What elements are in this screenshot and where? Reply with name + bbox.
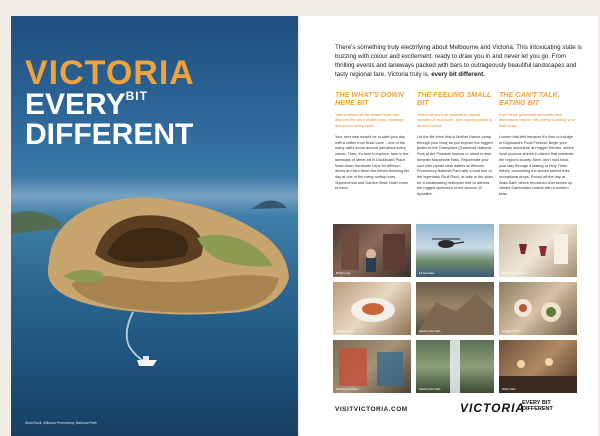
photo-tile bbox=[416, 224, 494, 277]
cover-photo-page bbox=[11, 16, 298, 436]
photo-caption: Wabi-Sabi bbox=[502, 387, 516, 391]
photo-dish-icon bbox=[333, 282, 411, 335]
photo-caption: Mackenzie Falls bbox=[419, 387, 441, 391]
column-body: Let the life force that is Mother Nature pump through your body as you explore the rugged peaks of the Grampians (Gariwerd) National Park at the Pinnacle lookout or stand in awe beneath Mackenzie Falls. Rejuvenate your soul with crystal clear waters at Wilsons Promontory National Park with a boat tour of the legendary Skull Rock, or take to the skies for a breathtaking helicopter ride to witness the rugged splendour of the famous 12 Apostles. bbox=[417, 135, 493, 196]
hero-title bbox=[25, 56, 195, 150]
title-bit: BIT bbox=[125, 89, 148, 103]
photo-grid bbox=[333, 224, 578, 396]
photo-caption: Brick Lane bbox=[336, 271, 351, 275]
column-cant-talk-eating bbox=[499, 91, 575, 198]
photo-tile bbox=[499, 282, 577, 335]
tagline-logo bbox=[522, 401, 553, 413]
article-page bbox=[300, 16, 598, 436]
tagline-line2: DIFFERENT bbox=[522, 405, 553, 412]
photo-caption: Mackenzie Falls bbox=[419, 329, 441, 333]
intro-emphasis: every bit different. bbox=[431, 70, 485, 78]
photo-laneway-icon bbox=[333, 224, 411, 277]
photo-tile bbox=[416, 340, 494, 393]
intro-paragraph bbox=[335, 44, 585, 80]
title-different: DIFFERENT bbox=[25, 118, 194, 151]
title-every bbox=[25, 90, 195, 120]
photo-helicopter-icon bbox=[416, 224, 494, 277]
photo-tile bbox=[499, 340, 577, 393]
column-whats-down-here bbox=[335, 91, 411, 192]
photo-waterfall-icon bbox=[416, 340, 494, 393]
victoria-logo: VICTORIA bbox=[460, 401, 526, 415]
title-every-word: EVERY bbox=[25, 88, 126, 121]
photo-caption: Skull Rock, Wilsons Promontory National Park bbox=[25, 421, 97, 425]
column-lead: Take a detour off the beaten track and discover the city's hidden bars, laneways and secret dining spots. bbox=[335, 112, 404, 128]
title-victoria: VICTORIA bbox=[25, 54, 195, 92]
column-body: Your next step should be to start your day with a coffee from Brick Lane – one of the many cafés found around just about every corner. Then, it's time to explore, take in the laneways of street art in Duckboard Place, head down Hardware Lane for alfresco drinks at Kirk's Wine Bar before finishing the day at one of the many rooftop bars, Supernormal and Garden State Hotel come to mind. bbox=[335, 135, 410, 191]
column-body: Loosen that belt because it's time to indulge in Gippsland's Food Festival. Begin your culinary adventure at Hogget Kitchen, where local produce shines in dishes that celebrate the region's bounty. Next, don't hold back, your way through a tasting at Dirty Three Wines, uncovering the stories behind their exceptional drops. Round off the day at Wabi-Sabi, where renowned chef serves up vibrant Cambodian cuisine with a modern twist. bbox=[499, 135, 574, 196]
photo-caption: Hogget Kitchen bbox=[502, 329, 523, 333]
photo-tile bbox=[333, 282, 411, 335]
photo-tile bbox=[499, 224, 577, 277]
column-heading: THE CAN'T TALK, EATING BIT bbox=[499, 90, 560, 108]
photo-rock-pinnacle-icon bbox=[416, 282, 494, 335]
column-lead: Food fiend, gourmand and cellar-door aficionados rejoice, with plenty to satisfy your taste buds. bbox=[499, 112, 575, 128]
photo-food-table-icon bbox=[499, 282, 577, 335]
photo-tile bbox=[333, 224, 411, 277]
column-heading: THE WHAT'S DOWN HERE BIT bbox=[335, 90, 404, 108]
photo-tile bbox=[333, 340, 411, 393]
photo-caption: Supernormal bbox=[336, 329, 354, 333]
website-link[interactable]: VISITVICTORIA.COM bbox=[335, 406, 408, 413]
photo-tile bbox=[416, 282, 494, 335]
photo-street-art-icon bbox=[333, 340, 411, 393]
intro-text: There's something truly electrifying about Melbourne and Victoria. This intoxicating state is buzzing with colour and excitement, ready to draw you in and never let you go. From thrilling events and laneways packed with bars to outrageously beautiful landscapes and tasty regional fare, Victoria truly is, bbox=[335, 44, 582, 78]
photo-restaurant-icon bbox=[499, 340, 577, 393]
photo-caption: 12 Apostles bbox=[419, 271, 435, 275]
tagline-line1: EVERY BIT bbox=[522, 400, 551, 406]
photo-wine-glasses-icon bbox=[499, 224, 577, 277]
photo-caption: Dirty Three Wines bbox=[502, 271, 526, 275]
column-lead: Switch off and lose yourself in natural wonders of epic scale, from soaring peaks to ancient forests. bbox=[417, 112, 493, 128]
column-heading: THE FEELING SMALL BIT bbox=[417, 90, 492, 108]
column-feeling-small bbox=[417, 91, 493, 198]
photo-caption: Duckboard Place bbox=[336, 387, 359, 391]
